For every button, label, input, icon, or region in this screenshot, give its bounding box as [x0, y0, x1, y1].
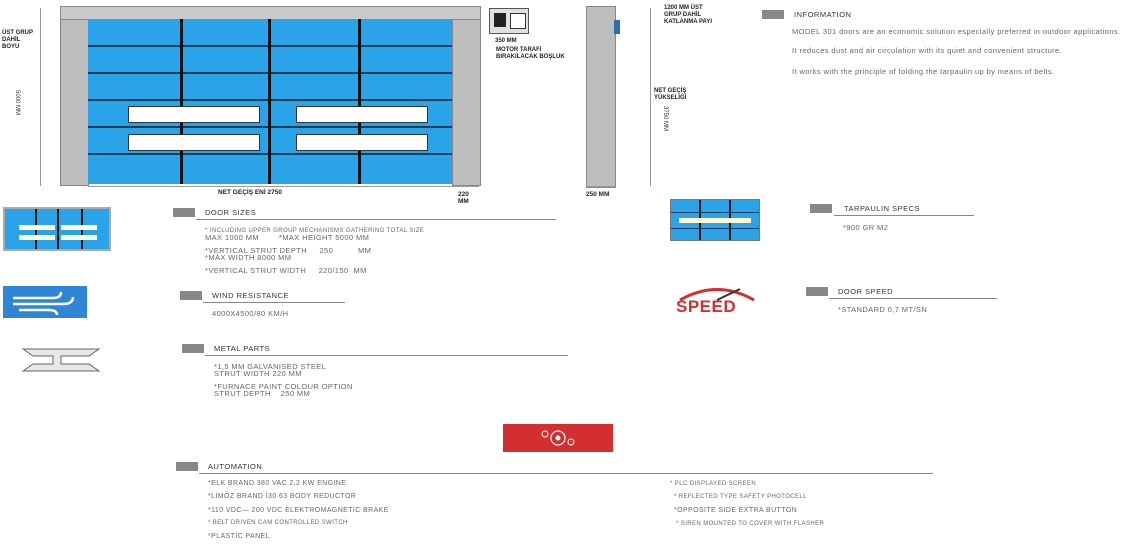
tarpaulin-l1: *900 GR M2 — [843, 223, 889, 232]
door-window — [128, 106, 260, 123]
side-dim-line — [650, 8, 651, 186]
information-p2: It reduces dust and air circulation with its quiet and convenient structure. — [792, 46, 1063, 55]
automation-rule — [199, 473, 933, 474]
height-dim-line — [40, 8, 41, 186]
wind-icon — [3, 286, 87, 318]
speed-rule — [829, 298, 997, 299]
side-accent — [614, 20, 620, 34]
automation-right-1: * PLC DISPLAYED SCREEN — [670, 481, 757, 487]
door-sizes-title: DOOR SIZES — [205, 208, 257, 217]
information-title: INFORMATION — [794, 10, 852, 19]
dim-220: 220 MM — [458, 191, 469, 205]
metal-l1: *1,5 MM GALVANISED STEEL — [214, 362, 327, 371]
door-window — [296, 106, 428, 123]
door-window — [296, 134, 428, 151]
metal-icon — [3, 345, 123, 375]
speed-marker — [806, 287, 828, 296]
belt-line — [358, 19, 361, 184]
metal-rule — [205, 355, 568, 356]
frame-right-post — [452, 6, 481, 186]
door-sizes-l1: * INCLUDING UPPER GROUP MECHANISMS GATHERING TOTAL SIZE — [205, 228, 425, 234]
automation-right-4: * SIREN MOUNTED TO COVER WITH FLASHER — [676, 521, 825, 527]
frame-left-post — [60, 6, 89, 186]
automation-icon — [503, 424, 613, 452]
automation-left-4: * BELT DRIVEN CAM CONTROLLED SWITCH — [208, 520, 348, 526]
door-sizes-marker — [173, 208, 195, 217]
automation-title: AUTOMATION — [208, 462, 263, 471]
belt-line — [268, 19, 271, 184]
door-sizes-rule — [196, 219, 556, 220]
automation-left-5: *PLASTİC PANEL — [208, 533, 270, 540]
side-bottom-line — [586, 186, 616, 187]
information-p1: MODEL 301 doors are an economic solution especially preferred in outdoor applications. — [792, 27, 1121, 36]
dim-250: 250 MM — [586, 191, 610, 198]
automation-left-2: *LİMÖZ BRAND İ30 63 BODY REDUCTOR — [208, 493, 357, 500]
front-elevation — [0, 0, 480, 205]
wind-l1: 4000X4500/80 KM/H — [212, 309, 289, 318]
automation-right-2: * REFLECTED TYPE SAFETY PHOTOCELL — [674, 494, 807, 500]
door-sizes-l2: MAX 1000 MM *MAX HEIGHT 5000 MM — [205, 233, 370, 242]
top-label: 1200 MM ÜST GRUP DAHİL KATLANMA PAYI — [664, 5, 712, 25]
metal-l3: *FURNACE PAINT COLOUR OPTION — [214, 382, 353, 391]
left-label: ÜST GRUP DAHİL BOYU — [2, 30, 33, 50]
speed-icon — [674, 283, 760, 317]
net-height-dim: 3750 MM — [662, 106, 668, 132]
door-sizes-l4: *MAX WIDTH 8000 MM — [205, 253, 292, 262]
automation-marker — [176, 462, 198, 471]
motor-label: MOTOR TARAFI BIRAKILACAK BOŞLUK — [496, 47, 565, 60]
information-marker — [762, 10, 784, 19]
wind-title: WIND RESISTANCE — [212, 291, 289, 300]
speed-title: DOOR SPEED — [838, 287, 894, 296]
width-dim-line — [88, 186, 479, 187]
information-p3: It works with the principle of folding the tarpaulin up by means of belts. — [792, 67, 1055, 76]
metal-marker — [182, 344, 204, 353]
belt-line — [180, 19, 183, 184]
motor-icon — [489, 8, 529, 34]
tarpaulin-rule — [834, 215, 974, 216]
height-dim: 5000 MM — [14, 90, 20, 116]
motor-dim: 350 MM — [495, 38, 517, 44]
automation-right-3: *OPPOSITE SIDE EXTRA BUTTON — [674, 507, 798, 514]
speed-l1: *STANDARD 0,7 MT/SN — [838, 305, 928, 314]
tarpaulin-thumbnail — [670, 199, 760, 241]
frame-top — [60, 6, 481, 20]
automation-left-3: *110 VDC— 200 VDC ELEKTROMAGNETIC BRAKE — [208, 507, 389, 514]
tarpaulin-title: TARPAULIN SPECS — [844, 204, 920, 213]
door-sizes-l5: *VERTICAL STRUT WIDTH 220/150 MM — [205, 266, 367, 275]
width-dim: NET GEÇİŞ ENİ 2750 — [218, 189, 282, 196]
speed-icon-text: SPEED — [676, 297, 737, 316]
door-sizes-l3: *VERTICAL STRUT DEPTH 250 MM — [205, 246, 372, 255]
door-thumbnail — [3, 207, 111, 251]
door-window — [128, 134, 260, 151]
metal-l4: STRUT DEPTH 250 MM — [214, 389, 311, 398]
wind-marker — [180, 291, 202, 300]
automation-left-1: *ELK BRAND 380 VAC 2,2 KW ENGINE — [208, 480, 347, 487]
side-elevation-post — [586, 6, 616, 188]
tarpaulin-marker — [810, 204, 832, 213]
metal-title: METAL PARTS — [214, 344, 271, 353]
wind-rule — [203, 302, 345, 303]
net-height-label: NET GEÇİŞ YÜKSELİĞİ — [654, 88, 687, 101]
metal-l2: STRUT WIDTH 220 MM — [214, 369, 302, 378]
